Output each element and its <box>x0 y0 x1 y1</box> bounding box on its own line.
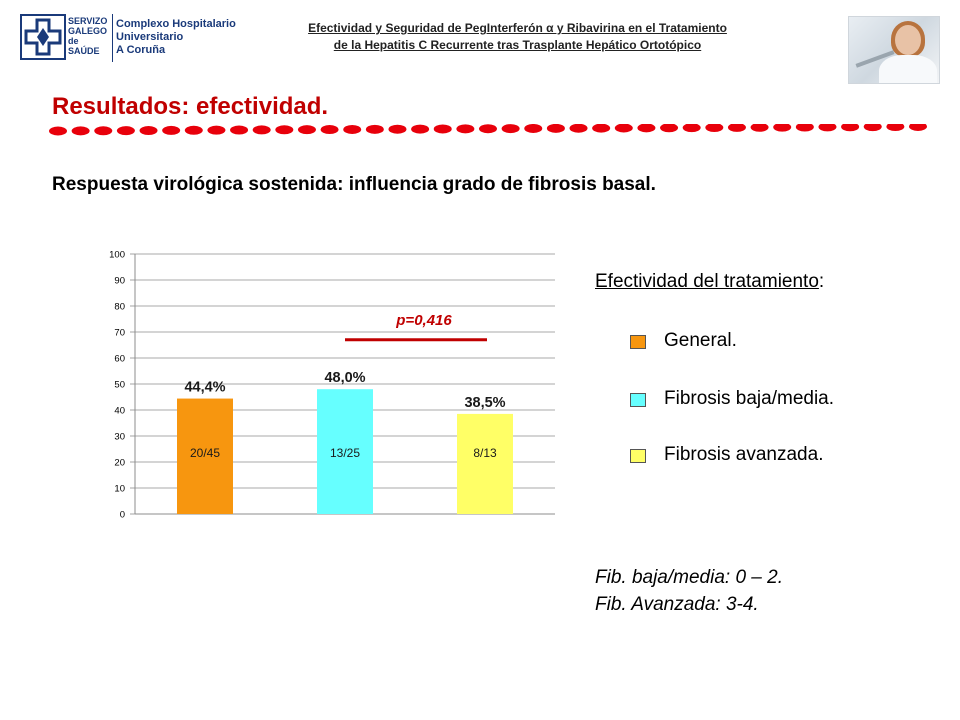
divider-dot <box>524 124 542 133</box>
data-label: 48,0% <box>324 370 366 387</box>
divider-dot <box>615 124 633 133</box>
divider-dot <box>502 124 520 133</box>
divider-dot <box>411 125 429 134</box>
divider-dot <box>570 124 588 133</box>
divider-dot <box>230 126 248 135</box>
p-value-label: p=0,416 <box>396 312 452 329</box>
divider-dot <box>298 125 316 134</box>
divider-dot <box>94 126 112 135</box>
divider-dot <box>343 125 361 134</box>
y-tick-label: 90 <box>114 275 125 287</box>
divider-dot <box>434 124 452 133</box>
logo-divider <box>112 14 113 62</box>
legend-label: Fibrosis baja/media. <box>664 388 835 409</box>
y-tick-label: 60 <box>114 353 125 365</box>
y-tick-label: 50 <box>114 379 125 391</box>
presentation-title-line: Efectividad y Seguridad de PegInterferón α y Ribavirina en el Tratamiento <box>308 21 727 35</box>
divider-dot <box>162 126 180 135</box>
section-title: Resultados: efectividad. <box>52 93 329 120</box>
divider-dot <box>253 125 271 134</box>
divider-dot <box>207 126 225 135</box>
divider-dot <box>841 124 859 131</box>
divider-dot <box>773 124 791 132</box>
divider-dot <box>321 125 339 134</box>
divider-dot <box>728 124 746 132</box>
y-tick-label: 20 <box>114 457 125 469</box>
fibrosis-notes <box>595 564 783 618</box>
dotted-divider <box>48 124 928 138</box>
divider-dot <box>864 124 882 131</box>
logo-org-name: SERVIZO GALEGO de SAÚDE <box>68 16 108 56</box>
divider-dot <box>388 125 406 134</box>
divider-dot <box>796 124 814 132</box>
divider-dot <box>683 124 701 132</box>
y-tick-label: 40 <box>114 405 125 417</box>
y-tick-label: 80 <box>114 301 125 313</box>
divider-dot <box>547 124 565 133</box>
divider-dot <box>705 124 723 132</box>
legend-title: Efectividad del tratamiento: <box>595 271 825 292</box>
divider-dot <box>660 124 678 132</box>
divider-dot <box>275 125 293 134</box>
legend-swatch <box>630 393 646 407</box>
y-tick-label: 30 <box>114 431 125 443</box>
bar <box>457 414 513 514</box>
cross-logo-icon <box>20 14 66 60</box>
data-label: 38,5% <box>464 394 506 411</box>
y-tick-label: 100 <box>109 249 125 261</box>
divider-dot <box>456 124 474 133</box>
divider-dot <box>637 124 655 132</box>
y-tick-label: 0 <box>119 509 125 521</box>
note-line: Fib. baja/media: 0 – 2. <box>595 567 783 588</box>
legend-swatch <box>630 335 646 349</box>
divider-dot <box>140 126 158 135</box>
divider-dot <box>72 126 90 135</box>
divider-dot <box>818 124 836 131</box>
y-tick-label: 70 <box>114 327 125 339</box>
bar-inner-label: 8/13 <box>473 445 497 460</box>
doctor-photo <box>848 16 940 84</box>
divider-dot <box>479 124 497 133</box>
note-line: Fib. Avanzada: 3-4. <box>595 594 759 615</box>
y-tick-label: 10 <box>114 483 125 495</box>
divider-dot <box>49 127 67 136</box>
divider-dot <box>886 124 904 131</box>
divider-dot <box>909 124 927 131</box>
legend-swatch <box>630 449 646 463</box>
divider-dot <box>366 125 384 134</box>
bar-inner-label: 13/25 <box>329 445 361 460</box>
bar-chart <box>90 245 570 525</box>
legend-label: General. <box>664 330 737 351</box>
divider-dot <box>751 124 769 132</box>
bar-inner-label: 20/45 <box>189 445 221 460</box>
hospital-logo <box>20 14 240 66</box>
divider-dot <box>117 126 135 135</box>
legend-label: Fibrosis avanzada. <box>664 444 824 465</box>
logo-hospital-name: Complexo Hospitalario Universitario A Coruña <box>116 18 236 56</box>
data-label: 44,4% <box>184 379 226 396</box>
divider-dot <box>592 124 610 133</box>
presentation-title <box>230 20 805 54</box>
chart-subtitle: Respuesta virológica sostenida: influencia grado de fibrosis basal. <box>52 174 656 195</box>
divider-dot <box>185 126 203 135</box>
presentation-title-line: de la Hepatitis C Recurrente tras Trasplante Hepático Ortotópico <box>333 38 702 52</box>
